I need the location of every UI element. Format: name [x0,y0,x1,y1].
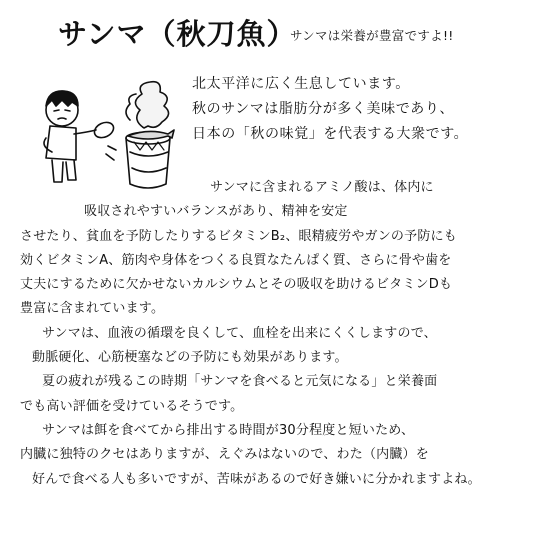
smoke-shape [135,82,168,128]
body-line: 丈夫にするために欠かせないカルシウムとその吸収を助けるビタミンDも [20,277,453,293]
saury-fish-shape [128,130,174,139]
boy-body-shape [46,126,76,160]
intro-paragraph [192,72,537,147]
body-line: 吸収されやすいバランスがあり、精神を安定 [84,204,348,220]
intro-line: 日本の「秋の味覚」を代表する大衆です。 [192,126,469,142]
body-line: サンマは、血液の循環を良くして、血栓を出来にくくしますので、 [42,325,437,341]
body-line: サンマに含まれるアミノ酸は、体内に [210,180,434,195]
body-line: 動脈硬化、心筋梗塞などの予防にも効果があります。 [32,350,348,366]
body-line: 好んで食べる人も多いですが、苦味があるので好き嫌いに分かれますよね。 [32,471,481,487]
body-line: させたり、貧血を予防したりするビタミンB₂、眼精疲労やガンの予防にも [20,228,457,244]
page-title: サンマ（秋刀魚） [58,17,297,51]
intro-line: 秋のサンマは脂肪分が多く美味であり、 [192,101,455,117]
boy-hair-shape [46,91,78,106]
body-line: サンマは餌を食べてから排出する時間が30分程度と短いため、 [42,422,415,438]
fan-shape [92,119,116,140]
body-line: 豊富に含まれています。 [20,301,165,317]
intro-line: 北太平洋に広く生息しています。 [192,76,410,92]
body-line: 夏の疲れが残るこの時期「サンマを食べると元気になる」と栄養面 [42,374,438,390]
body-paragraphs [20,176,535,492]
body-line: 内臓に独特のクセはありますが、えぐみはないので、わた（内臓）を [20,447,429,463]
body-line: 効くビタミンA、筋肉や身体をつくる良質なたんぱく質、さらに骨や歯を [20,252,452,268]
page-subtitle: サンマは栄養が豊富ですよ!! [290,28,454,43]
body-line: でも高い評価を受けているそうです。 [20,398,244,414]
